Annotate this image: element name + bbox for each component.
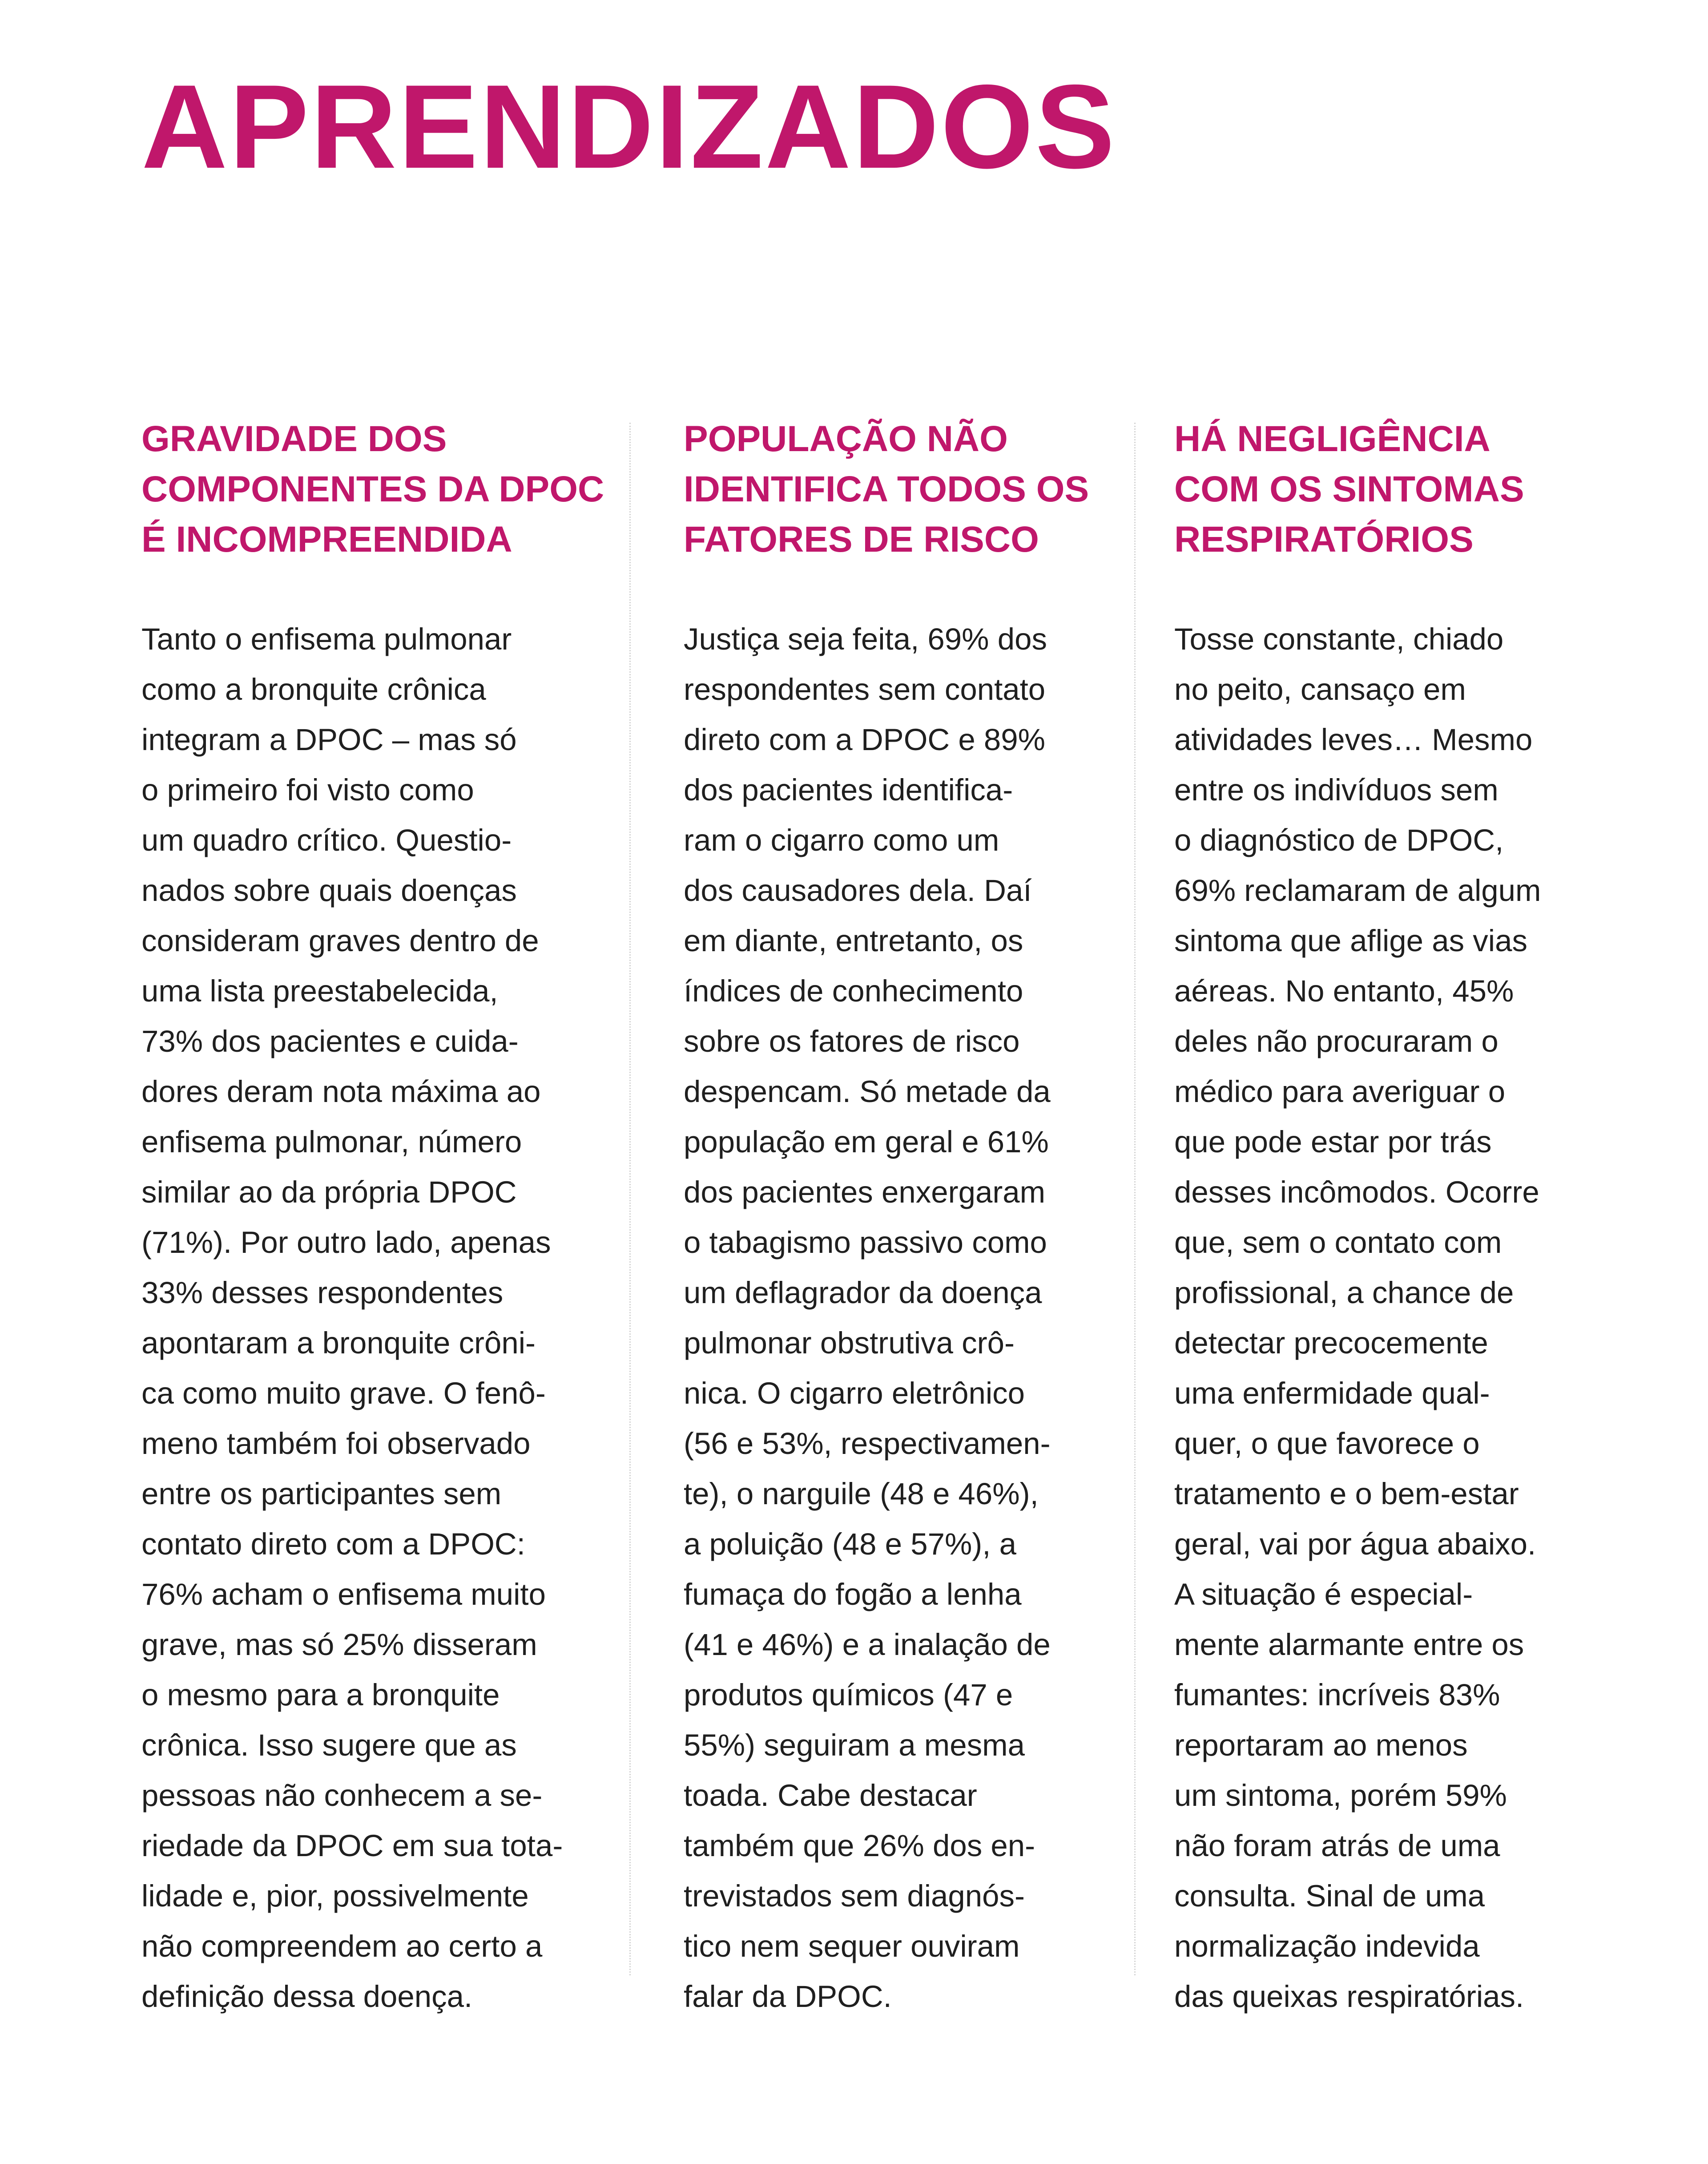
body-line: Tosse constante, chiado [1174,622,1504,656]
body-line: a poluição (48 e 57%), a [684,1527,1016,1561]
body-line: A situação é especial- [1174,1577,1473,1611]
heading-line: GRAVIDADE DOS [141,419,447,459]
body-line: nica. O cigarro eletrônico [684,1376,1025,1410]
body-line: produtos químicos (47 e [684,1678,1013,1712]
heading-line: IDENTIFICA TODOS OS [684,469,1089,509]
body-line: dos pacientes enxergaram [684,1175,1046,1209]
body-line: te), o narguile (48 e 46%), [684,1477,1039,1511]
body-line: no peito, cansaço em [1174,672,1466,707]
page-title: APRENDIZADOS [141,60,1117,193]
column-heading [1174,414,1619,565]
body-line: em diante, entretanto, os [684,924,1023,958]
body-line: falar da DPOC. [684,1979,892,2014]
heading-line: POPULAÇÃO NÃO [684,419,1008,459]
body-line: o diagnóstico de DPOC, [1174,823,1504,857]
body-line: pessoas não conhecem a se- [141,1778,543,1813]
body-line: 33% desses respondentes [141,1276,504,1310]
body-line: Justiça seja feita, 69% dos [684,622,1047,656]
body-line: o primeiro foi visto como [141,773,474,807]
body-line: dos causadores dela. Daí [684,873,1032,908]
body-line: despencam. Só metade da [684,1074,1051,1109]
body-line: detectar precocemente [1174,1326,1488,1360]
body-line: grave, mas só 25% disseram [141,1627,537,1662]
body-line: tratamento e o bem-estar [1174,1477,1519,1511]
column-body [141,614,563,2022]
body-line: ram o cigarro como um [684,823,999,857]
body-line: nados sobre quais doenças [141,873,517,908]
body-line: respondentes sem contato [684,672,1046,707]
body-line: definição dessa doença. [141,1979,473,2014]
body-line: uma enfermidade qual- [1174,1376,1490,1410]
column-heading [684,414,1128,565]
body-line: geral, vai por água abaixo. [1174,1527,1536,1561]
body-line: 76% acham o enfisema muito [141,1577,546,1611]
heading-line: COMPONENTES DA DPOC [141,469,604,509]
heading-line: RESPIRATÓRIOS [1174,519,1474,560]
body-line: 73% dos pacientes e cuida- [141,1024,519,1058]
body-line: índices de conhecimento [684,974,1023,1008]
heading-line: COM OS SINTOMAS [1174,469,1524,509]
body-line: um deflagrador da doença [684,1276,1042,1310]
body-line: dores deram nota máxima ao [141,1074,541,1109]
body-line: lidade e, pior, possivelmente [141,1879,529,1913]
body-line: quer, o que favorece o [1174,1426,1480,1461]
body-line: aéreas. No entanto, 45% [1174,974,1514,1008]
column-divider [629,423,631,1975]
body-line: entre os participantes sem [141,1477,502,1511]
body-line: ca como muito grave. O fenô- [141,1376,546,1410]
body-line: crônica. Isso sugere que as [141,1728,517,1762]
body-line: entre os indivíduos sem [1174,773,1499,807]
body-line: não foram atrás de uma [1174,1829,1500,1863]
body-line: um sintoma, porém 59% [1174,1778,1507,1813]
heading-line: FATORES DE RISCO [684,519,1039,560]
column-divider [1134,423,1136,1975]
body-line: médico para averiguar o [1174,1074,1506,1109]
body-line: o tabagismo passivo como [684,1225,1047,1260]
body-line: (71%). Por outro lado, apenas [141,1225,551,1260]
body-line: contato direto com a DPOC: [141,1527,525,1561]
body-line: deles não procuraram o [1174,1024,1499,1058]
body-line: meno também foi observado [141,1426,531,1461]
body-line: que pode estar por trás [1174,1125,1492,1159]
body-line: 55%) seguiram a mesma [684,1728,1025,1762]
body-line: direto com a DPOC e 89% [684,723,1046,757]
body-line: uma lista preestabelecida, [141,974,498,1008]
column-body [1174,614,1541,2022]
body-line: reportaram ao menos [1174,1728,1468,1762]
body-line: (56 e 53%, respectivamen- [684,1426,1051,1461]
body-line: enfisema pulmonar, número [141,1125,522,1159]
body-line: similar ao da própria DPOC [141,1175,517,1209]
body-line: o mesmo para a bronquite [141,1678,500,1712]
column-heading [141,414,604,565]
body-line: atividades leves… Mesmo [1174,723,1533,757]
body-line: mente alarmante entre os [1174,1627,1524,1662]
body-line: não compreendem ao certo a [141,1929,543,1963]
body-line: sintoma que aflige as vias [1174,924,1527,958]
body-line: 69% reclamaram de algum [1174,873,1541,908]
body-line: população em geral e 61% [684,1125,1049,1159]
column-negligencia [1174,414,1619,2014]
body-line: que, sem o contato com [1174,1225,1502,1260]
body-line: riedade da DPOC em sua tota- [141,1829,563,1863]
body-line: trevistados sem diagnós- [684,1879,1025,1913]
body-line: dos pacientes identifica- [684,773,1013,807]
body-line: consideram graves dentro de [141,924,539,958]
body-line: profissional, a chance de [1174,1276,1514,1310]
body-line: normalização indevida [1174,1929,1480,1963]
body-line: tico nem sequer ouviram [684,1929,1020,1963]
heading-line: HÁ NEGLIGÊNCIA [1174,419,1490,459]
column-populacao [684,414,1128,2014]
heading-line: É INCOMPREENDIDA [141,519,512,560]
body-line: desses incômodos. Ocorre [1174,1175,1539,1209]
body-line: das queixas respiratórias. [1174,1979,1524,2014]
body-line: Tanto o enfisema pulmonar [141,622,512,656]
body-line: também que 26% dos en- [684,1829,1035,1863]
body-line: integram a DPOC – mas só [141,723,517,757]
body-line: sobre os fatores de risco [684,1024,1020,1058]
body-line: como a bronquite crônica [141,672,486,707]
body-line: toada. Cabe destacar [684,1778,977,1813]
body-line: (41 e 46%) e a inalação de [684,1627,1051,1662]
body-line: fumantes: incríveis 83% [1174,1678,1500,1712]
body-line: pulmonar obstrutiva crô- [684,1326,1015,1360]
column-body [684,614,1051,2022]
body-line: consulta. Sinal de uma [1174,1879,1485,1913]
column-gravidade [141,414,604,2014]
body-line: apontaram a bronquite crôni- [141,1326,536,1360]
body-line: um quadro crítico. Questio- [141,823,512,857]
body-line: fumaça do fogão a lenha [684,1577,1022,1611]
